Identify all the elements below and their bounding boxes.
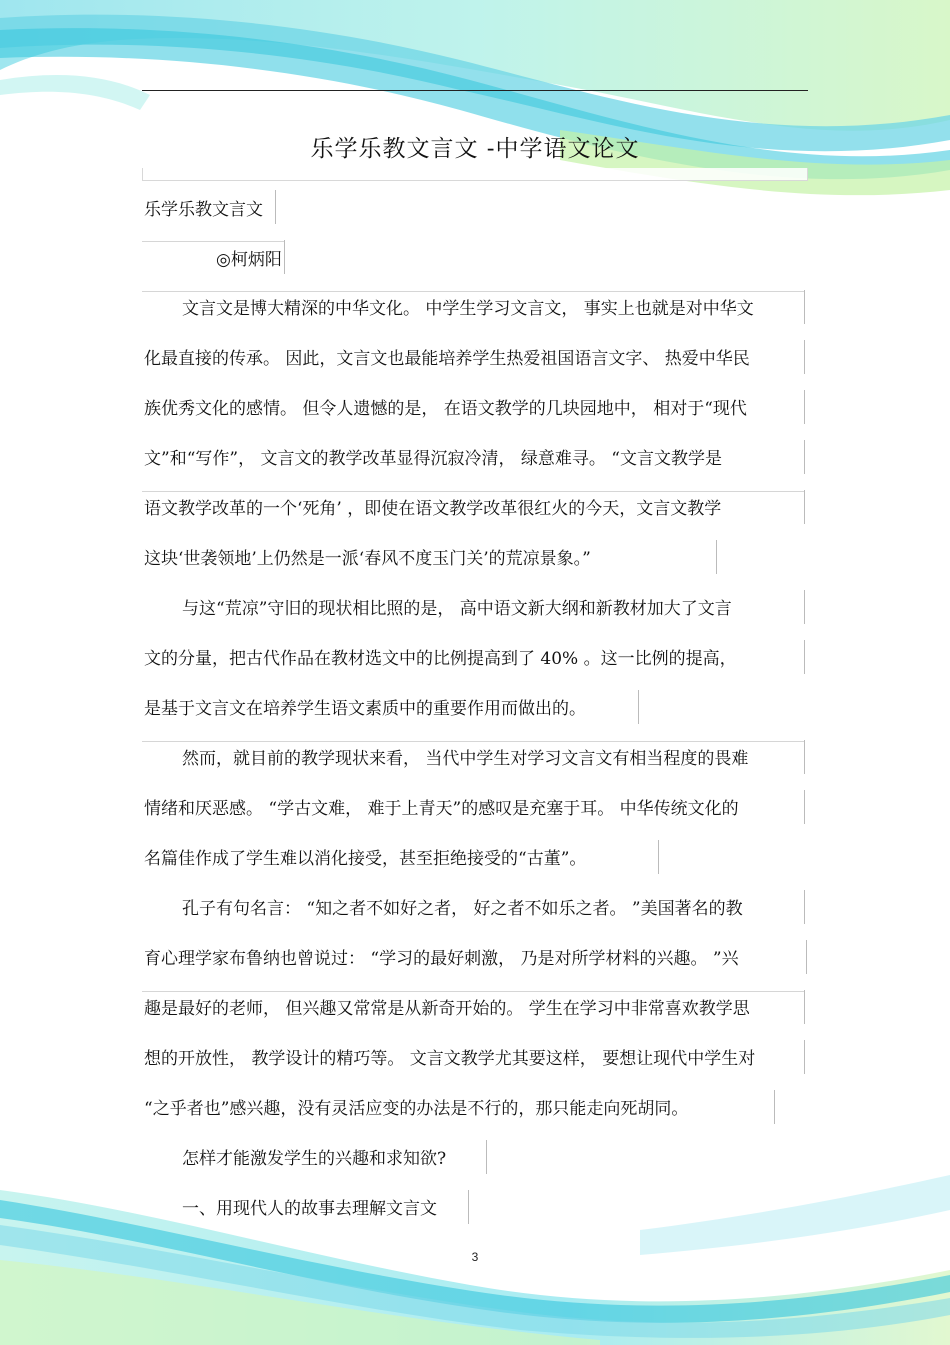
line-end-marker <box>716 540 717 574</box>
paragraph-line: 名篇佳作成了学生难以消化接受，甚至拒绝接受的“古董”。 <box>144 849 587 869</box>
line-end-marker <box>468 1190 469 1224</box>
line-end-marker <box>774 1090 775 1124</box>
paragraph-line: 文的分量，把古代作品在教材选文中的比例提高到了 40% 。这一比例的提高， <box>144 649 737 669</box>
line-end-marker <box>284 240 285 274</box>
line-end-marker <box>804 340 805 374</box>
paragraph-line: 怎样才能激发学生的兴趣和求知欲? <box>182 1149 447 1169</box>
paragraph-line: 孔子有句名言： “知之者不如好之者， 好之者不如乐之者。 ”美国著名的教 <box>182 899 743 919</box>
paragraph-line: 是基于文言文在培养学生语文素质中的重要作用而做出的。 <box>144 699 586 719</box>
paragraph-line: 想的开放性， 教学设计的精巧等。 文言文教学尤其要这样， 要想让现代中学生对 <box>144 1049 756 1069</box>
line-end-marker <box>638 690 639 724</box>
line-end-marker <box>804 640 805 674</box>
line-end-marker <box>804 490 805 524</box>
line-top-rule <box>142 491 804 492</box>
paragraph-line: 然而，就目前的教学现状来看， 当代中学生对学习文言文有相当程度的畏难 <box>182 749 749 769</box>
paragraph-line: 育心理学家布鲁纳也曾说过： “学习的最好刺激， 乃是对所学材料的兴趣。 ”兴 <box>144 949 739 969</box>
paragraph-line: 文”和“写作”， 文言文的教学改革显得沉寂冷清， 绿意难寻。 “文言文教学是 <box>144 449 722 469</box>
paragraph-line: 文言文是博大精深的中华文化。 中学生学习文言文， 事实上也就是对中华文 <box>182 299 754 319</box>
line-end-marker <box>658 840 659 874</box>
line-end-marker <box>804 740 805 774</box>
line-end-marker <box>804 290 805 324</box>
paragraph-line: 族优秀文化的感情。 但令人遗憾的是， 在语文教学的几块园地中， 相对于“现代 <box>144 399 747 419</box>
paragraph-line: “之乎者也”感兴趣，没有灵活应变的办法是不行的，那只能走向死胡同。 <box>144 1099 689 1119</box>
paragraph-line: 情绪和厌恶感。 “学古文难， 难于上青天”的感叹是充塞于耳。 中华传统文化的 <box>144 799 739 819</box>
section-heading: 一、用现代人的故事去理解文言文 <box>182 1199 437 1219</box>
line-top-rule <box>142 991 804 992</box>
line-end-marker <box>804 590 805 624</box>
line-end-marker <box>275 190 276 224</box>
line-end-marker <box>486 1140 487 1174</box>
subtitle: 乐学乐教文言文 <box>144 200 263 220</box>
line-end-marker <box>804 440 805 474</box>
page-number: 3 <box>471 1250 479 1264</box>
line-end-marker <box>804 890 805 924</box>
page-title: 乐学乐教文言文 -中学语文论文 <box>310 136 640 162</box>
paragraph-line: 趣是最好的老师， 但兴趣又常常是从新奇开始的。 学生在学习中非常喜欢教学思 <box>144 999 750 1019</box>
line-end-marker <box>804 390 805 424</box>
line-end-marker <box>804 990 805 1024</box>
line-end-marker <box>804 790 805 824</box>
paragraph-line: 与这“荒凉”守旧的现状相比照的是， 高中语文新大纲和新教材加大了文言 <box>182 599 732 619</box>
paragraph-line: 这块‘世袭领地’上仍然是一派‘春风不度玉门关’的荒凉景象。” <box>144 549 591 569</box>
line-top-rule <box>142 291 804 292</box>
line-end-marker <box>804 1040 805 1074</box>
author: ◎柯炳阳 <box>216 250 282 270</box>
paragraph-line: 语文教学改革的一个‘死角’ ，即使在语文教学改革很红火的今天，文言文教学 <box>144 499 722 519</box>
line-top-rule <box>142 741 804 742</box>
title-underline-box <box>142 168 808 181</box>
header-rule <box>142 90 808 91</box>
paragraph-line: 化最直接的传承。 因此，文言文也最能培养学生热爱祖国语言文字、 热爱中华民 <box>144 349 750 369</box>
line-top-rule <box>142 241 284 242</box>
line-end-marker <box>806 940 807 974</box>
